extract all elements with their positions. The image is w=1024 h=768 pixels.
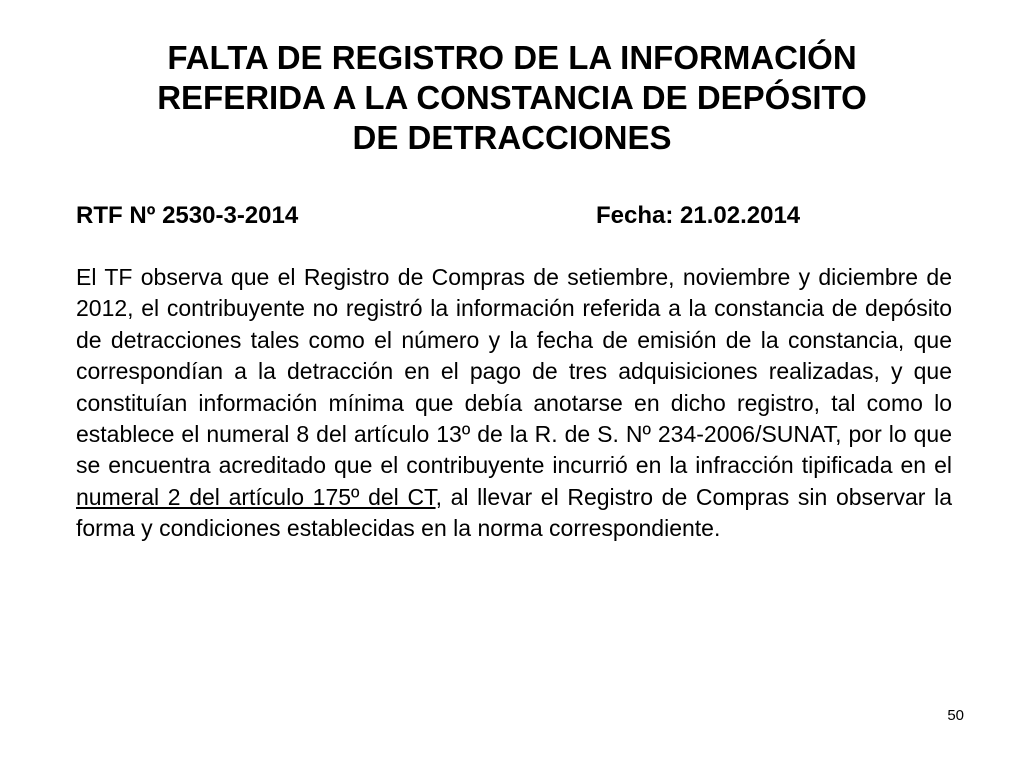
slide-title [100, 38, 924, 158]
title-line-3: DE DETRACCIONES [352, 119, 672, 156]
body-paragraph [76, 262, 952, 545]
legal-reference-underlined: numeral 2 del artículo 175º del CT [76, 483, 436, 510]
title-line-1: FALTA DE REGISTRO DE LA INFORMACIÓN [167, 39, 857, 76]
page-number: 50 [947, 707, 964, 724]
resolution-info [76, 198, 952, 234]
resolution-date: Fecha: 21.02.2014 [596, 202, 801, 229]
rtf-number: RTF Nº 2530-3-2014 [76, 202, 299, 229]
body-text-end: , al llevar el Registro de Compras sin observar la forma y condiciones establecidas en la norma correspondiente. [76, 483, 953, 542]
body-text-start: El TF observa que el Registro de Compras de setiembre, noviembre y diciembre de 2012, el contribuyente no registró la información referida a la constancia de depósito de detracciones tales como el número y la fecha de emisión de la constancia, que correspondían a la detracción en el pago de tres adquisiciones realizadas, y que constituían información mínima que debía anotarse en dicho registro, tal como lo establece el numeral 8 del artículo 13º de la R. de S. Nº 234-2006/SUNAT, por lo que se encuentra acreditado que el contribuyente incurrió en la infracción tipificada en el [76, 264, 952, 479]
title-line-2: REFERIDA A LA CONSTANCIA DE DEPÓSITO [157, 79, 867, 116]
